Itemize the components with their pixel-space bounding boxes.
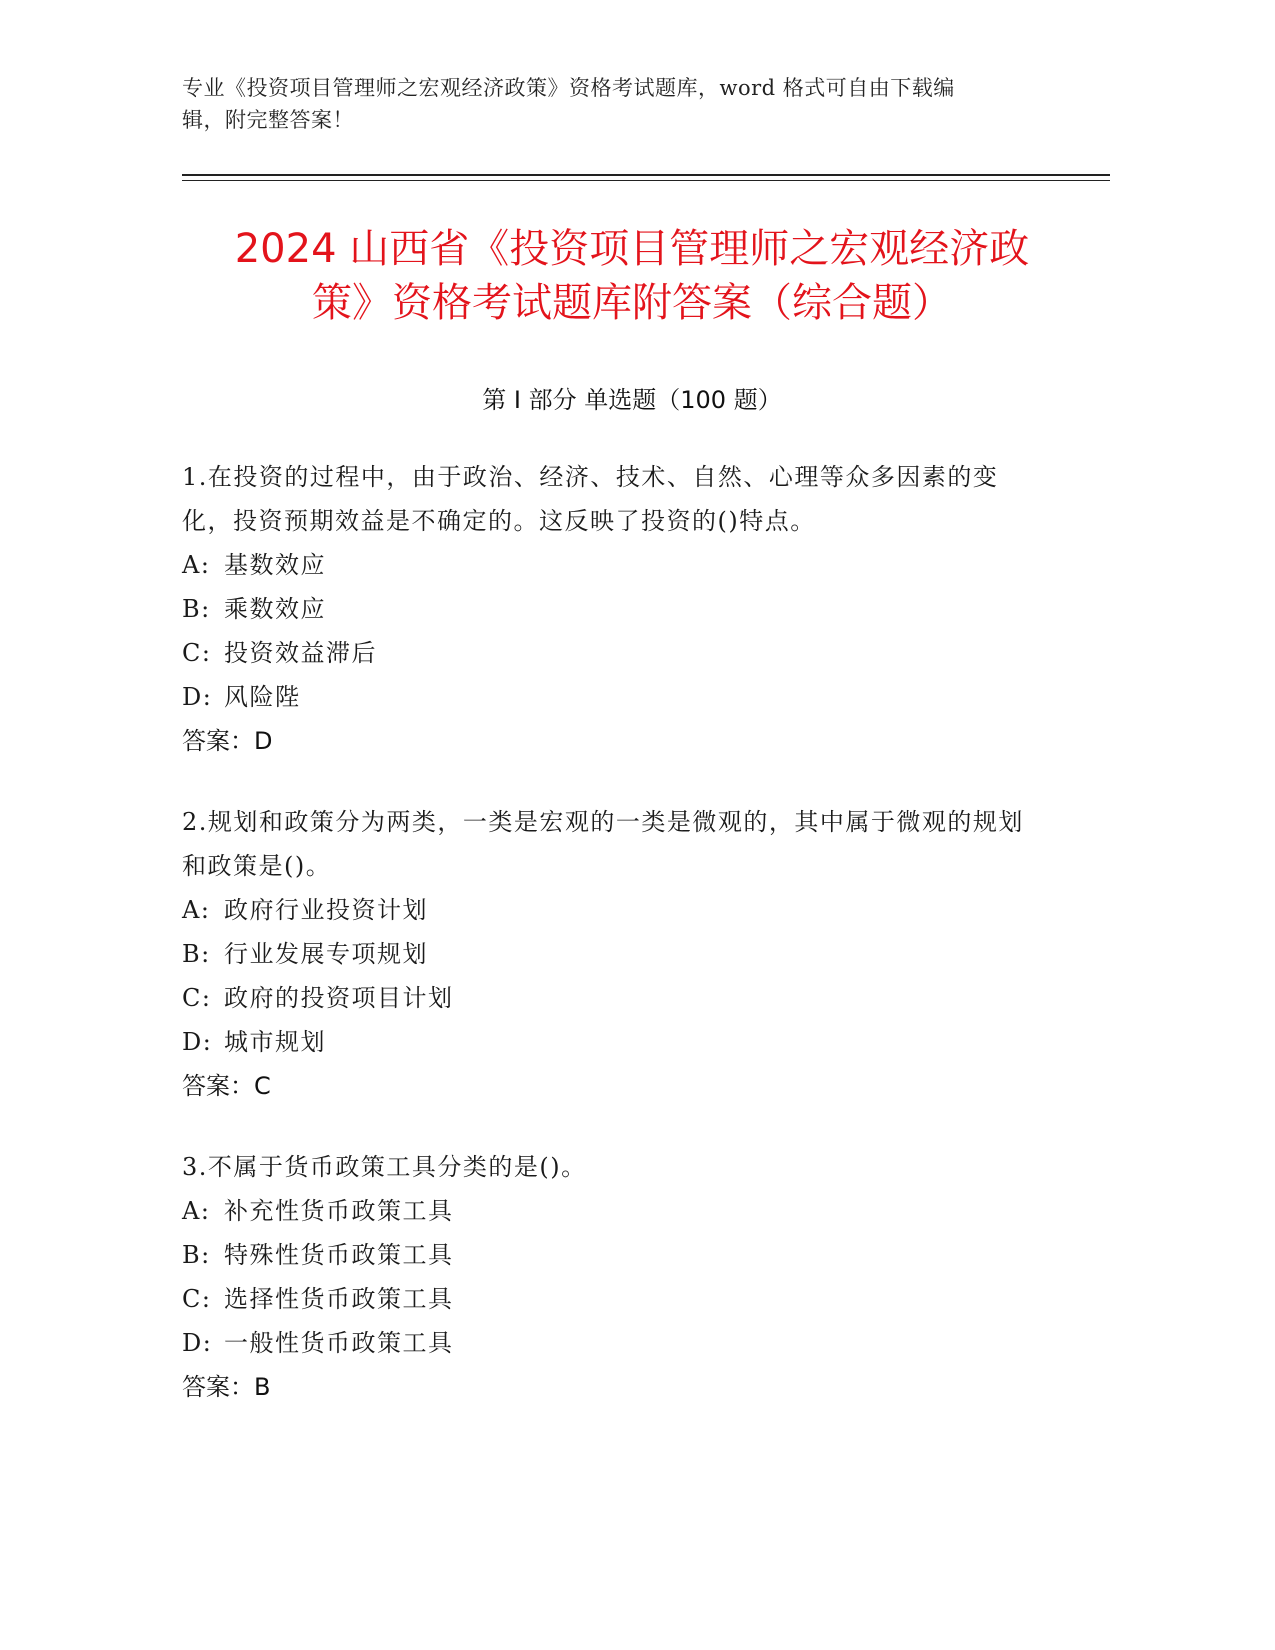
- option-text: 行业发展专项规划: [224, 940, 428, 968]
- option-key: B:: [182, 940, 211, 968]
- question-2: [182, 800, 1042, 1108]
- question-stem: 2.规划和政策分为两类，一类是宏观的一类是微观的，其中属于微观的规划和政策是()。: [182, 808, 1024, 880]
- option-a: [182, 1189, 1042, 1233]
- option-key: D:: [182, 683, 213, 711]
- option-d: [182, 1020, 1042, 1064]
- question-stem: 3.不属于货币政策工具分类的是()。: [182, 1153, 587, 1181]
- header-divider-thick: [182, 174, 1110, 176]
- option-text: 基数效应: [224, 551, 326, 579]
- option-text: 政府的投资项目计划: [224, 984, 454, 1012]
- question-list: [182, 455, 1042, 1446]
- option-text: 投资效益滞后: [224, 639, 377, 667]
- question-3: [182, 1145, 1042, 1409]
- option-text: 乘数效应: [224, 595, 326, 623]
- document-title-line-2: 策》资格考试题库附答案（综合题）: [312, 280, 952, 326]
- document-title-line-1: 2024 山西省《投资项目管理师之宏观经济政: [234, 226, 1030, 272]
- option-c: [182, 631, 1042, 675]
- option-text: 政府行业投资计划: [224, 896, 428, 924]
- header-note: [182, 72, 1042, 136]
- question-stem: 1.在投资的过程中，由于政治、经济、技术、自然、心理等众多因素的变化，投资预期效益是不确定的。这反映了投资的()特点。: [182, 463, 999, 535]
- option-key: C:: [182, 1285, 212, 1313]
- header-note-line-2: 辑，附完整答案！: [182, 108, 354, 132]
- option-b: [182, 932, 1042, 976]
- section-title: 第 I 部分 单选题（100 题）: [482, 386, 782, 414]
- option-b: [182, 1233, 1042, 1277]
- question-1: [182, 455, 1042, 763]
- answer: 答案：D: [182, 727, 273, 755]
- option-b: [182, 587, 1042, 631]
- option-text: 风险陛: [224, 683, 301, 711]
- option-key: A:: [182, 1197, 211, 1225]
- option-text: 补充性货币政策工具: [224, 1197, 454, 1225]
- option-key: B:: [182, 595, 211, 623]
- option-text: 城市规划: [224, 1028, 326, 1056]
- answer: 答案：C: [182, 1072, 271, 1100]
- option-d: [182, 675, 1042, 719]
- option-c: [182, 976, 1042, 1020]
- option-a: [182, 888, 1042, 932]
- option-text: 特殊性货币政策工具: [224, 1241, 454, 1269]
- option-d: [182, 1321, 1042, 1365]
- option-key: C:: [182, 639, 212, 667]
- header-note-line-1: 专业《投资项目管理师之宏观经济政策》资格考试题库，word 格式可自由下载编: [182, 76, 955, 100]
- option-a: [182, 543, 1042, 587]
- document-title: [182, 222, 1082, 330]
- option-key: A:: [182, 896, 211, 924]
- option-key: C:: [182, 984, 212, 1012]
- option-c: [182, 1277, 1042, 1321]
- option-text: 选择性货币政策工具: [224, 1285, 454, 1313]
- option-key: D:: [182, 1028, 213, 1056]
- option-key: B:: [182, 1241, 211, 1269]
- header-divider-thin: [182, 180, 1110, 181]
- option-key: D:: [182, 1329, 213, 1357]
- option-text: 一般性货币政策工具: [224, 1329, 454, 1357]
- answer: 答案：B: [182, 1373, 271, 1401]
- option-key: A:: [182, 551, 211, 579]
